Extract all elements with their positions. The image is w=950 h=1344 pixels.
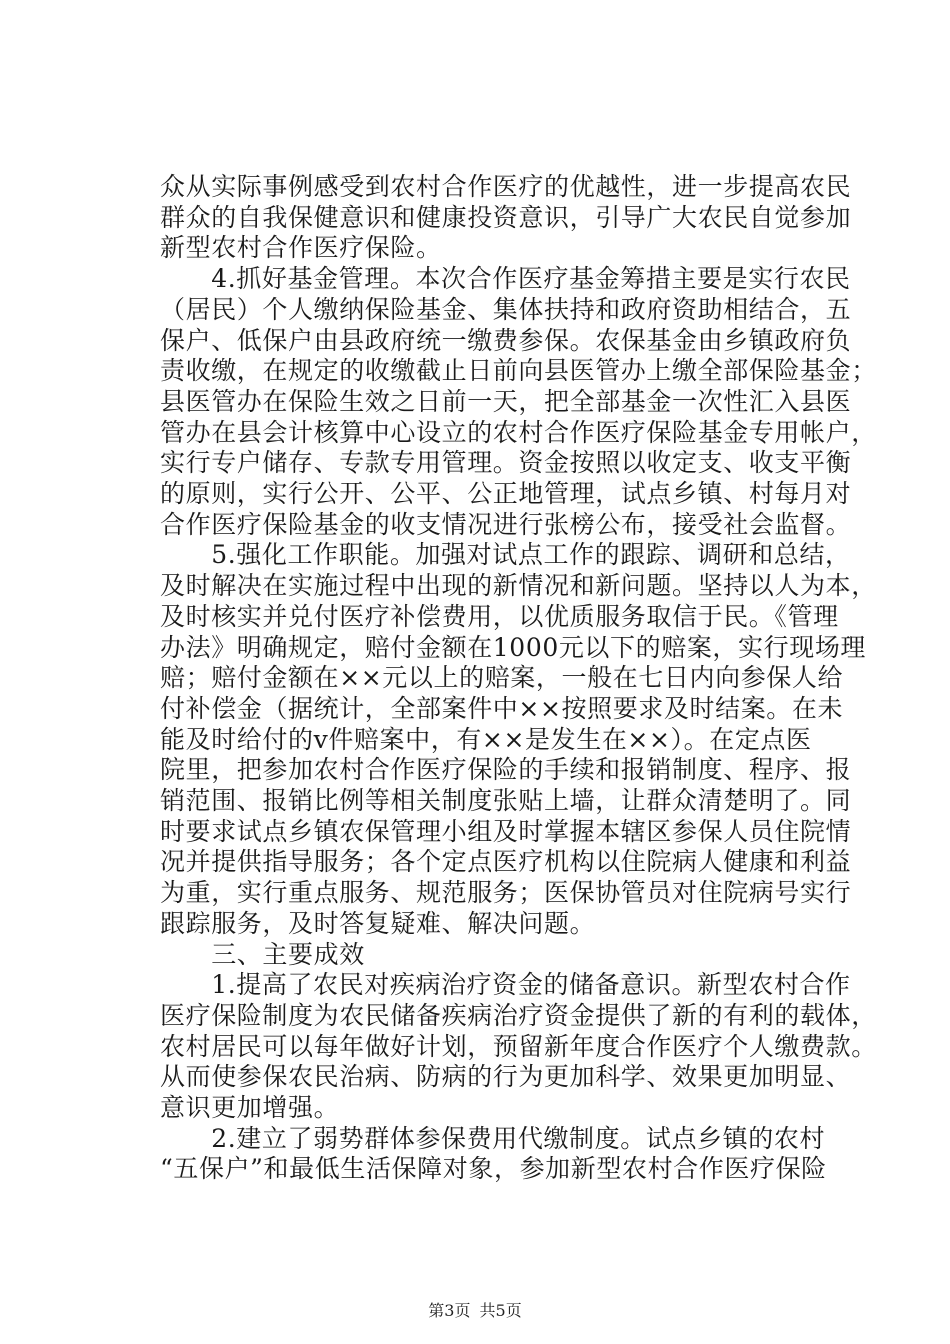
text-line: 合作医疗保险基金的收支情况进行张榜公布，接受社会监督。 bbox=[160, 509, 852, 539]
text-line: 及时核实并兑付医疗补偿费用，以优质服务取信于民。《管理 bbox=[160, 601, 839, 631]
text-line: 付补偿金（据统计，全部案件中××按照要求及时结案。在未 bbox=[160, 693, 844, 723]
text-line: 保户、低保户由县政府统一缴费参保。农保基金由乡镇政府负 bbox=[160, 325, 852, 355]
text-line: 况并提供指导服务；各个定点医疗机构以住院病人健康和利益 bbox=[160, 847, 852, 877]
text-line: 从而使参保农民治病、防病的行为更加科学、效果更加明显、 bbox=[160, 1062, 852, 1092]
text-line: 2.建立了弱势群体参保费用代缴制度。试点乡镇的农村 bbox=[160, 1123, 826, 1153]
text-line: 管办在县会计核算中心设立的农村合作医疗保险基金专用帐户， bbox=[160, 417, 877, 447]
text-line: 为重，实行重点服务、规范服务；医保协管员对住院病号实行 bbox=[160, 878, 852, 908]
page-footer bbox=[0, 1301, 950, 1321]
text-line: 4.抓好基金管理。本次合作医疗基金筹措主要是实行农民 bbox=[160, 264, 851, 294]
text-line: 能及时给付的v件赔案中，有××是发生在××）。在定点医 bbox=[160, 724, 812, 754]
text-line: 实行专户储存、专款专用管理。资金按照以收定支、收支平衡 bbox=[160, 448, 852, 478]
text-line: 三、主要成效 bbox=[160, 939, 365, 969]
text-line: 责收缴，在规定的收缴截止日前向县医管办上缴全部保险基金； bbox=[160, 356, 877, 386]
text-line: 医疗保险制度为农民储备疾病治疗资金提供了新的有利的载体， bbox=[160, 1000, 877, 1030]
text-line: 县医管办在保险生效之日前一天，把全部基金一次性汇入县医 bbox=[160, 386, 852, 416]
text-line: 及时解决在实施过程中出现的新情况和新问题。坚持以人为本， bbox=[160, 571, 877, 601]
text-line: 群众的自我保健意识和健康投资意识，引导广大农民自觉参加 bbox=[160, 202, 852, 232]
text-line: 办法》明确规定，赔付金额在1000元以下的赔案，实行现场理 bbox=[160, 632, 867, 662]
text-line: 农村居民可以每年做好计划，预留新年度合作医疗个人缴费款。 bbox=[160, 1031, 877, 1061]
text-line: 意识更加增强。 bbox=[160, 1093, 340, 1122]
text-line: 众从实际事例感受到农村合作医疗的优越性，进一步提高农民 bbox=[160, 172, 852, 201]
page-total: 共5页 bbox=[479, 1301, 522, 1320]
text-line: 销范围、报销比例等相关制度张贴上墙，让群众清楚明了。同 bbox=[160, 786, 852, 815]
text-line: “五保户”和最低生活保障对象，参加新型农村合作医疗保险 bbox=[160, 1154, 827, 1184]
text-line: 5.强化工作职能。加强对试点工作的跟踪、调研和总结， bbox=[160, 540, 851, 570]
text-line: 赔；赔付金额在××元以上的赔案，一般在七日内向参保人给 bbox=[160, 663, 844, 693]
text-line: 1.提高了农民对疾病治疗资金的储备意识。新型农村合作 bbox=[160, 970, 851, 1000]
text-line: （居民）个人缴纳保险基金、集体扶持和政府资助相结合，五 bbox=[160, 294, 852, 324]
text-line: 新型农村合作医疗保险。 bbox=[160, 233, 442, 263]
text-line: 跟踪服务，及时答复疑难、解决问题。 bbox=[160, 908, 596, 938]
page-number: 第3页 bbox=[428, 1301, 471, 1320]
text-line: 的原则，实行公开、公平、公正地管理，试点乡镇、村每月对 bbox=[160, 479, 852, 508]
text-line: 院里，把参加农村合作医疗保险的手续和报销制度、程序、报 bbox=[160, 755, 852, 785]
text-line: 时要求试点乡镇农保管理小组及时掌握本辖区参保人员住院情 bbox=[160, 816, 852, 846]
